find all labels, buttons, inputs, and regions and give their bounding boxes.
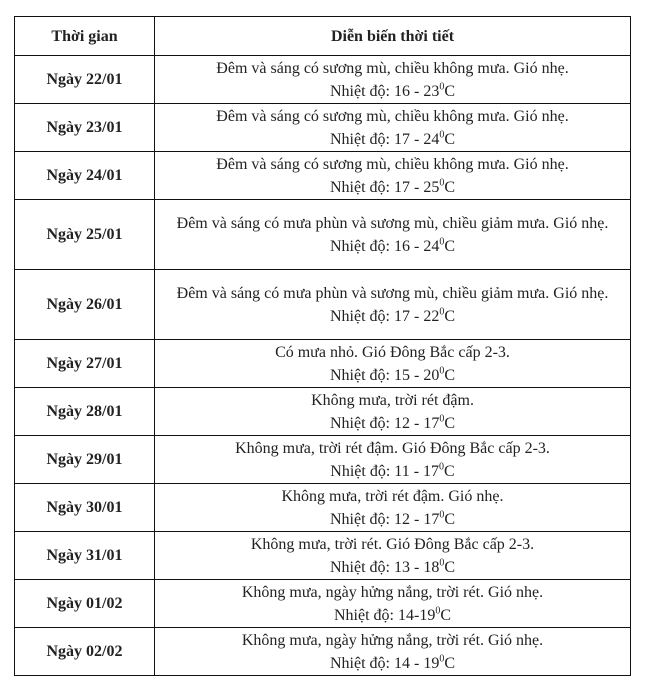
temperature-label: Nhiệt độ:: [330, 237, 390, 255]
table-row: [15, 580, 631, 628]
temperature-label: Nhiệt độ:: [330, 462, 391, 480]
temperature-label: Nhiệt độ:: [330, 130, 390, 148]
weather-description-cell: [155, 532, 631, 580]
temperature-unit: C: [444, 510, 455, 528]
weather-description-cell: [155, 484, 631, 532]
degree-superscript: 0: [439, 413, 445, 425]
table-body: [15, 56, 631, 676]
weather-description: Không mưa, ngày hửng nắng, trời rét. Gió nhẹ.: [241, 631, 544, 649]
weather-description-cell: [155, 56, 631, 104]
temperature-unit: C: [444, 462, 455, 480]
weather-table-container: [14, 16, 631, 676]
temperature-range: 16 - 24: [394, 237, 440, 255]
temperature-line: [161, 305, 624, 328]
weather-description-cell: [155, 580, 631, 628]
temperature-line: [161, 80, 624, 103]
day-cell: Ngày 28/01: [15, 388, 155, 436]
table-row: [15, 628, 631, 676]
weather-description-cell: [155, 340, 631, 388]
weather-description: Không mưa, trời rét đậm.: [311, 391, 474, 409]
day-cell: Ngày 22/01: [15, 56, 155, 104]
degree-superscript: 0: [439, 653, 445, 665]
degree-superscript: 0: [439, 306, 445, 318]
day-cell: Ngày 30/01: [15, 484, 155, 532]
weather-description: Không mưa, trời rét đậm. Gió Đông Bắc cấp 2-3.: [235, 439, 550, 457]
day-cell: Ngày 25/01: [15, 200, 155, 270]
temperature-line: [161, 508, 624, 531]
table-header-row: [15, 17, 631, 56]
weather-description-cell: [155, 436, 631, 484]
table-row: [15, 436, 631, 484]
temperature-range: 16 - 23: [394, 82, 440, 100]
weather-description-cell: [155, 104, 631, 152]
temperature-unit: C: [444, 178, 455, 196]
table-row: [15, 152, 631, 200]
temperature-range: 14 - 19: [394, 654, 440, 672]
day-cell: Ngày 26/01: [15, 270, 155, 340]
table-row: [15, 532, 631, 580]
degree-superscript: 0: [439, 557, 445, 569]
temperature-unit: C: [444, 558, 455, 576]
temperature-label: Nhiệt độ:: [330, 654, 390, 672]
temperature-line: [161, 556, 624, 579]
temperature-range: 14-19: [398, 606, 436, 624]
temperature-line: [161, 604, 624, 627]
temperature-line: [161, 412, 624, 435]
table-row: [15, 340, 631, 388]
temperature-range: 17 - 22: [394, 307, 440, 325]
degree-superscript: 0: [435, 605, 441, 617]
weather-description-cell: [155, 200, 631, 270]
table-row: [15, 200, 631, 270]
day-cell: Ngày 02/02: [15, 628, 155, 676]
day-cell: Ngày 23/01: [15, 104, 155, 152]
temperature-label: Nhiệt độ:: [330, 510, 390, 528]
header-weather: Diễn biến thời tiết: [155, 17, 631, 56]
weather-forecast-table: [14, 16, 631, 676]
degree-superscript: 0: [439, 461, 445, 473]
temperature-unit: C: [444, 82, 455, 100]
weather-description: Không mưa, trời rét đậm. Gió nhẹ.: [281, 487, 504, 505]
temperature-label: Nhiệt độ:: [330, 178, 390, 196]
temperature-range: 15 - 20: [394, 366, 440, 384]
day-cell: Ngày 24/01: [15, 152, 155, 200]
table-row: [15, 104, 631, 152]
temperature-range: 12 - 17: [394, 510, 440, 528]
degree-superscript: 0: [439, 236, 445, 248]
temperature-unit: C: [444, 654, 455, 672]
temperature-label: Nhiệt độ:: [334, 606, 394, 624]
day-cell: Ngày 01/02: [15, 580, 155, 628]
weather-description: Có mưa nhỏ. Gió Đông Bắc cấp 2-3.: [275, 343, 510, 361]
weather-description: Đêm và sáng có sương mù, chiều không mưa. Gió nhẹ.: [216, 155, 569, 173]
degree-superscript: 0: [439, 177, 445, 189]
temperature-range: 13 - 18: [394, 558, 440, 576]
temperature-line: [161, 460, 624, 483]
degree-superscript: 0: [439, 365, 445, 377]
temperature-range: 12 - 17: [394, 414, 440, 432]
weather-description: Đêm và sáng có mưa phùn và sương mù, chiều giảm mưa. Gió nhẹ.: [176, 284, 609, 302]
table-row: [15, 56, 631, 104]
weather-description: Không mưa, trời rét. Gió Đông Bắc cấp 2-3.: [250, 535, 535, 553]
temperature-label: Nhiệt độ:: [330, 82, 390, 100]
weather-description: Không mưa, ngày hửng nắng, trời rét. Gió nhẹ.: [241, 583, 544, 601]
table-row: [15, 388, 631, 436]
temperature-unit: C: [444, 307, 455, 325]
weather-description: Đêm và sáng có sương mù, chiều không mưa. Gió nhẹ.: [216, 59, 569, 77]
temperature-line: [161, 364, 624, 387]
temperature-unit: C: [444, 237, 455, 255]
temperature-unit: C: [444, 414, 455, 432]
degree-superscript: 0: [439, 509, 445, 521]
temperature-line: [161, 652, 624, 675]
temperature-label: Nhiệt độ:: [330, 558, 390, 576]
temperature-line: [161, 176, 624, 199]
degree-superscript: 0: [439, 81, 445, 93]
table-row: [15, 484, 631, 532]
weather-description: Đêm và sáng có sương mù, chiều không mưa. Gió nhẹ.: [216, 107, 569, 125]
temperature-line: [161, 128, 624, 151]
day-cell: Ngày 29/01: [15, 436, 155, 484]
temperature-label: Nhiệt độ:: [330, 307, 390, 325]
temperature-range: 11 - 17: [394, 462, 440, 480]
temperature-range: 17 - 24: [394, 130, 440, 148]
temperature-range: 17 - 25: [394, 178, 440, 196]
degree-superscript: 0: [439, 129, 445, 141]
weather-description-cell: [155, 270, 631, 340]
temperature-unit: C: [440, 606, 451, 624]
header-time: Thời gian: [15, 17, 155, 56]
table-row: [15, 270, 631, 340]
day-cell: Ngày 27/01: [15, 340, 155, 388]
weather-description-cell: [155, 152, 631, 200]
temperature-unit: C: [444, 130, 455, 148]
day-cell: Ngày 31/01: [15, 532, 155, 580]
weather-description: Đêm và sáng có mưa phùn và sương mù, chiều giảm mưa. Gió nhẹ.: [176, 214, 609, 232]
temperature-line: [161, 235, 624, 258]
temperature-label: Nhiệt độ:: [330, 414, 390, 432]
weather-description-cell: [155, 388, 631, 436]
weather-description-cell: [155, 628, 631, 676]
temperature-label: Nhiệt độ:: [330, 366, 390, 384]
temperature-unit: C: [444, 366, 455, 384]
